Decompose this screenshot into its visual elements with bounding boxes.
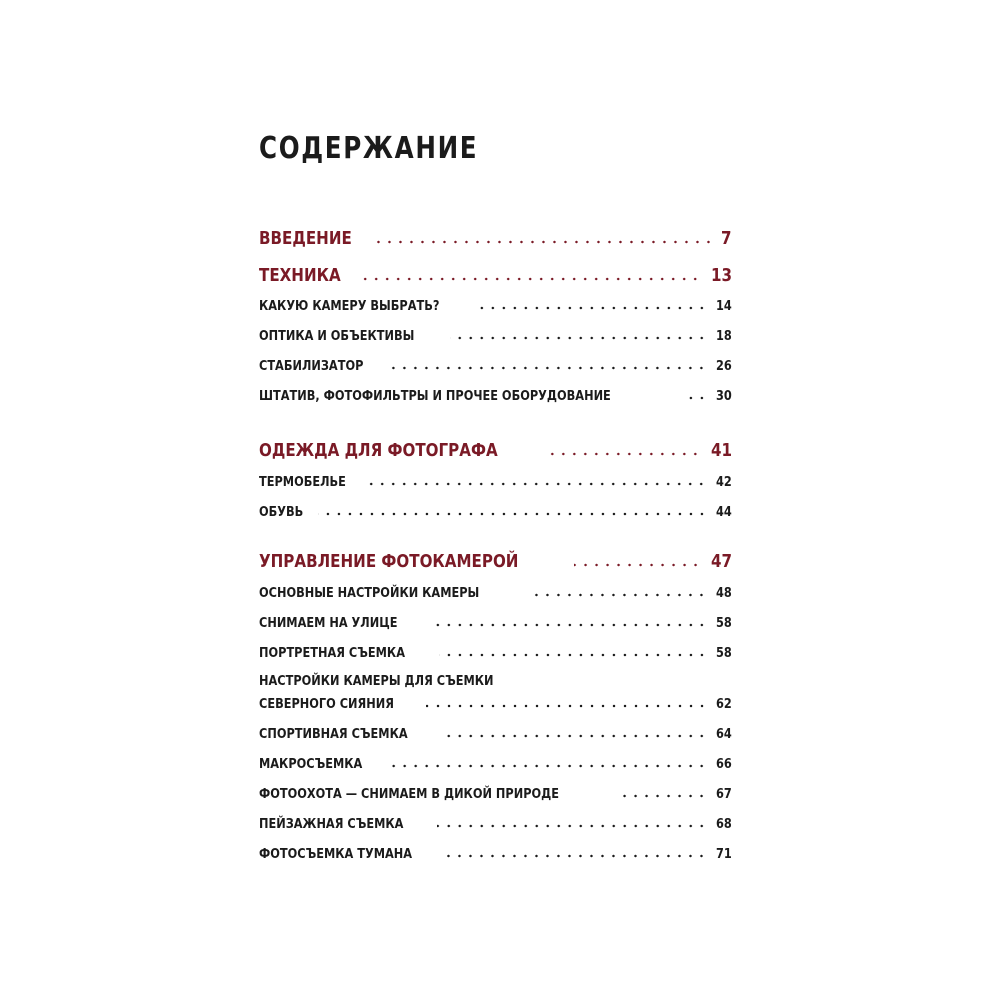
toc-entry-snimaem-na-ulitse[interactable] — [259, 613, 732, 631]
toc-entry-optika[interactable] — [259, 326, 732, 344]
toc-entry-label: КАКУЮ КАМЕРУ ВЫБРАТЬ? — [259, 298, 440, 314]
toc-entry-page: 58 — [716, 645, 732, 661]
toc-entry-sportivnaya[interactable] — [259, 724, 732, 742]
toc-entry-page: 18 — [716, 328, 732, 344]
dot-leader — [442, 734, 707, 738]
dot-leader — [480, 306, 707, 310]
toc-entry-fotosyemka-tumana[interactable] — [259, 844, 732, 862]
toc-entry-label: ОБУВЬ — [259, 504, 304, 520]
toc-entry-label: УПРАВЛЕНИЕ ФОТОКАМЕРОЙ — [259, 551, 519, 572]
toc-entry-fotookhota[interactable] — [259, 784, 732, 802]
toc-entry-label: СЕВЕРНОГО СИЯНИЯ — [259, 696, 394, 712]
toc-entry-page: 64 — [716, 726, 732, 742]
toc-entry-makrosyemka[interactable] — [259, 754, 732, 772]
dot-leader — [376, 240, 714, 244]
toc-entry-peyzazhnaya[interactable] — [259, 814, 732, 832]
toc-entry-label: ПЕЙЗАЖНАЯ СЪЕМКА — [259, 816, 404, 832]
dot-leader — [362, 277, 701, 281]
dot-leader — [450, 336, 707, 340]
toc-entry-tekhnika[interactable] — [259, 262, 732, 286]
dot-leader — [622, 794, 707, 798]
toc-entry-label-line1: НАСТРОЙКИ КАМЕРЫ ДЛЯ СЪЕМКИ — [259, 673, 494, 689]
toc-entry-label: ШТАТИВ, ФОТОФИЛЬТРЫ И ПРОЧЕЕ ОБОРУДОВАНИЕ — [259, 388, 611, 404]
toc-entry-obuv[interactable] — [259, 502, 732, 520]
toc-entry-upravlenie[interactable] — [259, 548, 732, 572]
toc-entry-page: 62 — [716, 696, 732, 712]
toc-entry-label: ТЕРМОБЕЛЬЕ — [259, 474, 346, 490]
dot-leader — [318, 512, 707, 516]
dot-leader — [684, 396, 707, 400]
toc-entry-portretnaya[interactable] — [259, 643, 732, 661]
toc-entry-page: 44 — [716, 504, 732, 520]
toc-entry-label: ОСНОВНЫЕ НАСТРОЙКИ КАМЕРЫ — [259, 585, 480, 601]
page-title: СОДЕРЖАНИЕ — [259, 131, 479, 166]
toc-entry-page: 58 — [716, 615, 732, 631]
toc-entry-label: ПОРТРЕТНАЯ СЪЕМКА — [259, 645, 405, 661]
toc-entry-page: 66 — [716, 756, 732, 772]
dot-leader — [447, 854, 707, 858]
dot-leader — [388, 764, 707, 768]
toc-entry-kakuyu-kameru[interactable] — [259, 296, 732, 314]
toc-entry-vvedenie[interactable] — [259, 225, 732, 249]
dot-leader — [368, 482, 707, 486]
dot-leader — [439, 653, 707, 657]
toc-entry-label: СТАБИЛИЗАТОР — [259, 358, 364, 374]
toc-entry-shtativ[interactable] — [259, 386, 732, 404]
toc-entry-page: 68 — [716, 816, 732, 832]
toc-entry-osnovnye-nastroyki[interactable] — [259, 583, 732, 601]
toc-entry-severnoe-siyanie[interactable] — [259, 694, 732, 712]
dot-leader — [574, 563, 701, 567]
dot-leader — [430, 623, 707, 627]
toc-entry-page: 67 — [716, 786, 732, 802]
toc-entry-label: ТЕХНИКА — [259, 265, 341, 286]
toc-entry-termobelye[interactable] — [259, 472, 732, 490]
toc-entry-label: ФОТОСЪЕМКА ТУМАНА — [259, 846, 413, 862]
toc-entry-label: ОПТИКА И ОБЪЕКТИВЫ — [259, 328, 415, 344]
toc-entry-page: 42 — [716, 474, 732, 490]
toc-entry-label: ОДЕЖДА ДЛЯ ФОТОГРАФА — [259, 440, 498, 461]
toc-entry-page: 48 — [716, 585, 732, 601]
toc-entry-label: ВВЕДЕНИЕ — [259, 228, 352, 249]
dot-leader — [426, 704, 708, 708]
toc-entry-label: СНИМАЕМ НА УЛИЦЕ — [259, 615, 398, 631]
dot-leader — [549, 452, 701, 456]
toc-entry-page: 41 — [710, 440, 732, 461]
toc-entry-page: 14 — [716, 298, 732, 314]
toc-entry-label: СПОРТИВНАЯ СЪЕМКА — [259, 726, 408, 742]
toc-entry-label: ФОТООХОТА — СНИМАЕМ В ДИКОЙ ПРИРОДЕ — [259, 786, 559, 802]
toc-entry-page: 26 — [716, 358, 732, 374]
toc-entry-label: МАКРОСЪЕМКА — [259, 756, 363, 772]
toc-entry-page: 30 — [716, 388, 732, 404]
toc-entry-stabilizator[interactable] — [259, 356, 732, 374]
toc-entry-page: 7 — [721, 228, 732, 249]
toc-entry-odezhda[interactable] — [259, 437, 732, 461]
dot-leader — [527, 593, 707, 597]
toc-entry-page: 47 — [710, 551, 732, 572]
dot-leader — [389, 366, 707, 370]
toc-entry-page: 13 — [710, 265, 732, 286]
dot-leader — [437, 824, 707, 828]
toc-entry-page: 71 — [716, 846, 732, 862]
